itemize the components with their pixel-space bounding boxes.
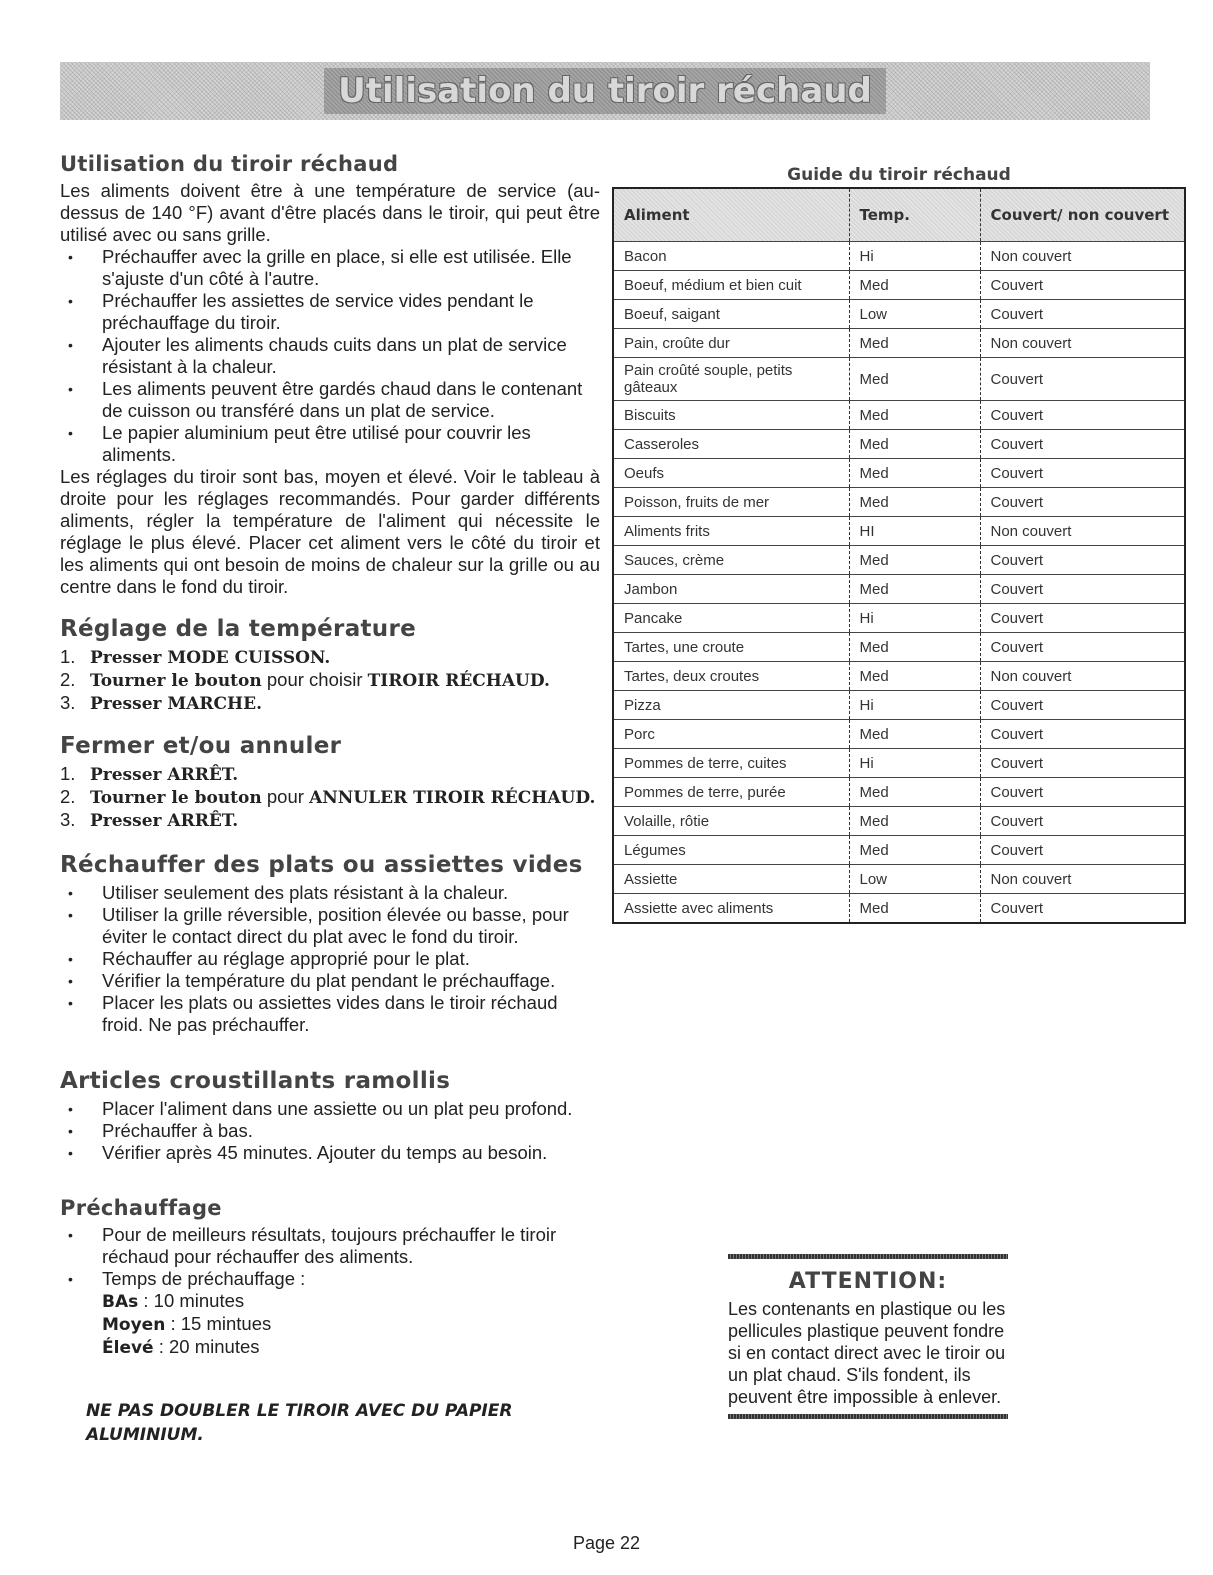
preheat-times (60, 1290, 600, 1359)
temp-cell: Med (849, 575, 980, 604)
food-cell: Bacon (613, 242, 849, 271)
temp-cell: Med (849, 271, 980, 300)
food-cell: Casseroles (613, 430, 849, 459)
list-item: • Pour de meilleurs résultats, toujours préchauffer le tiroir réchaud pour réchauffer des aliments. (60, 1224, 600, 1268)
temperature-heading: Réglage de la température (60, 616, 417, 642)
temp-cell: Hi (849, 749, 980, 778)
temp-cell: Med (849, 836, 980, 865)
food-cell: Jambon (613, 575, 849, 604)
intro-heading: Utilisation du tiroir réchaud (60, 152, 399, 176)
intro-bullets (60, 246, 600, 466)
column-header-temp: Temp. (849, 188, 980, 242)
cover-cell: Couvert (980, 358, 1185, 401)
temp-cell: Med (849, 401, 980, 430)
temp-cell: Med (849, 430, 980, 459)
temp-cell: Hi (849, 691, 980, 720)
divider (728, 1414, 1008, 1419)
table-row (613, 604, 1185, 633)
food-cell: Pizza (613, 691, 849, 720)
list-item: • Vérifier la température du plat pendant le préchauffage. (60, 970, 600, 992)
table-row (613, 836, 1185, 865)
warming-guide-table (612, 187, 1186, 924)
cover-cell: Couvert (980, 778, 1185, 807)
cover-cell: Non couvert (980, 242, 1185, 271)
list-item: • Le papier aluminium peut être utilisé pour couvrir les aliments. (60, 422, 600, 466)
preheat-time-high: Élevé : 20 minutes (102, 1336, 260, 1358)
food-cell: Aliments frits (613, 517, 849, 546)
temp-cell: Med (849, 488, 980, 517)
table-row (613, 329, 1185, 358)
table-row (613, 691, 1185, 720)
food-cell: Tartes, une croute (613, 633, 849, 662)
list-item: • Temps de préchauffage : (60, 1268, 600, 1290)
food-cell: Sauces, crème (613, 546, 849, 575)
list-item: • Placer l'aliment dans une assiette ou un plat peu profond. (60, 1098, 600, 1120)
table-row (613, 517, 1185, 546)
cover-cell: Couvert (980, 488, 1185, 517)
cover-cell: Couvert (980, 836, 1185, 865)
temp-cell: Low (849, 865, 980, 894)
plates-heading: Réchauffer des plats ou assiettes vides (60, 852, 583, 878)
temp-cell: Med (849, 546, 980, 575)
column-header-covered: Couvert/ non couvert (980, 188, 1185, 242)
temp-cell: Med (849, 633, 980, 662)
preheat-bullets (60, 1224, 600, 1290)
temp-cell: HI (849, 517, 980, 546)
food-cell: Boeuf, médium et bien cuit (613, 271, 849, 300)
cover-cell: Non couvert (980, 517, 1185, 546)
list-item: • Utiliser la grille réversible, position élevée ou basse, pour éviter le contact direct du plat avec le fond du tiroir. (60, 904, 600, 948)
table-title: Guide du tiroir réchaud (787, 165, 1011, 185)
preheat-heading: Préchauffage (60, 1196, 222, 1220)
food-cell: Pain, croûte dur (613, 329, 849, 358)
cover-cell: Couvert (980, 691, 1185, 720)
list-item: • Utiliser seulement des plats résistant à la chaleur. (60, 882, 600, 904)
cover-cell: Couvert (980, 807, 1185, 836)
step-item: 3. Presser MARCHE. (60, 692, 262, 714)
temp-cell: Low (849, 300, 980, 329)
food-cell: Oeufs (613, 459, 849, 488)
cancel-heading: Fermer et/ou annuler (60, 733, 342, 759)
banner-title: Utilisation du tiroir réchaud (324, 68, 886, 114)
cover-cell: Couvert (980, 633, 1185, 662)
table-row (613, 358, 1185, 401)
attention-text: Les contenants en plastique ou les pellicules plastique peuvent fondre si en contact direct avec le tiroir ou un plat chaud. S'ils fondent, ils peuvent être impossible à enlever. (728, 1299, 1006, 1407)
cover-cell: Couvert (980, 271, 1185, 300)
table-row (613, 865, 1185, 894)
step-item: 1. Presser ARRÊT. (60, 763, 239, 785)
cover-cell: Couvert (980, 401, 1185, 430)
preheat-time-low: BAs : 10 minutes (102, 1290, 245, 1312)
temp-cell: Med (849, 720, 980, 749)
header-banner (60, 62, 1150, 120)
cover-cell: Couvert (980, 894, 1185, 924)
step-item: 1. Presser MODE CUISSON. (60, 646, 331, 668)
temp-cell: Med (849, 358, 980, 401)
temp-cell: Hi (849, 604, 980, 633)
crisp-bullets (60, 1098, 600, 1164)
cover-cell: Couvert (980, 300, 1185, 329)
list-item: • Préchauffer les assiettes de service vides pendant le préchauffage du tiroir. (60, 290, 600, 334)
preheat-time-medium: Moyen : 15 mintues (102, 1313, 272, 1335)
foil-warning: NE PAS DOUBLER LE TIROIR AVEC DU PAPIER ALUMINIUM. (86, 1401, 513, 1445)
food-cell: Assiette (613, 865, 849, 894)
list-item: • Vérifier après 45 minutes. Ajouter du temps au besoin. (60, 1142, 600, 1164)
table-row (613, 662, 1185, 691)
cover-cell: Non couvert (980, 662, 1185, 691)
table-row (613, 430, 1185, 459)
table-row (613, 271, 1185, 300)
food-cell: Volaille, rôtie (613, 807, 849, 836)
food-cell: Pancake (613, 604, 849, 633)
cover-cell: Couvert (980, 430, 1185, 459)
crisp-heading: Articles croustillants ramollis (60, 1068, 451, 1094)
table-body (613, 242, 1185, 924)
temp-cell: Med (849, 662, 980, 691)
temp-cell: Med (849, 894, 980, 924)
table-row (613, 894, 1185, 924)
list-item: • Les aliments peuvent être gardés chaud dans le contenant de cuisson ou transféré dans un plat de service. (60, 378, 600, 422)
table-row (613, 575, 1185, 604)
intro-paragraph: Les aliments doivent être à une température de service (au-dessus de 140 °F) avant d'être placés dans le tiroir, qui peut être utilisé avec ou sans grille. (60, 180, 600, 245)
table-row (613, 459, 1185, 488)
temperature-steps (60, 646, 600, 715)
food-cell: Assiette avec aliments (613, 894, 849, 924)
table-row (613, 807, 1185, 836)
list-item: • Réchauffer au réglage approprié pour le plat. (60, 948, 600, 970)
table-row (613, 401, 1185, 430)
food-cell: Tartes, deux croutes (613, 662, 849, 691)
food-cell: Poisson, fruits de mer (613, 488, 849, 517)
food-cell: Biscuits (613, 401, 849, 430)
table-row (613, 633, 1185, 662)
temp-cell: Hi (849, 242, 980, 271)
step-item: 2. Tourner le bouton pour choisir TIROIR RÉCHAUD. (60, 669, 550, 691)
temp-cell: Med (849, 807, 980, 836)
attention-title: ATTENTION: (788, 1269, 948, 1294)
cover-cell: Couvert (980, 749, 1185, 778)
cover-cell: Couvert (980, 720, 1185, 749)
table-row (613, 300, 1185, 329)
plates-bullets (60, 882, 600, 1036)
cover-cell: Non couvert (980, 865, 1185, 894)
food-cell: Pommes de terre, purée (613, 778, 849, 807)
cover-cell: Couvert (980, 575, 1185, 604)
page-number: Page 22 (572, 1533, 641, 1553)
cover-cell: Couvert (980, 546, 1185, 575)
divider (728, 1254, 1008, 1259)
temp-cell: Med (849, 778, 980, 807)
food-cell: Pommes de terre, cuites (613, 749, 849, 778)
food-cell: Boeuf, saigant (613, 300, 849, 329)
table-row (613, 749, 1185, 778)
attention-box (728, 1254, 1008, 1419)
list-item: • Placer les plats ou assiettes vides dans le tiroir réchaud froid. Ne pas préchauffer. (60, 992, 600, 1036)
column-header-food: Aliment (613, 188, 849, 242)
list-item: • Préchauffer à bas. (60, 1120, 600, 1142)
table-row (613, 546, 1185, 575)
list-item: • Ajouter les aliments chauds cuits dans un plat de service résistant à la chaleur. (60, 334, 600, 378)
step-item: 2. Tourner le bouton pour ANNULER TIROIR RÉCHAUD. (60, 786, 596, 808)
settings-paragraph: Les réglages du tiroir sont bas, moyen et élevé. Voir le tableau à droite pour les réglages recommandés. Pour garder différents aliments, régler la température de l'aliment qui nécessite le réglage le plus élevé. Placer cet aliment vers le côté du tiroir et les aliments qui ont besoin de moins de chaleur sur la grille ou au centre dans le fond du tiroir. (60, 466, 600, 597)
food-cell: Pain croûté souple, petits gâteaux (613, 358, 849, 401)
cancel-steps (60, 763, 600, 832)
table-row (613, 242, 1185, 271)
table-row (613, 720, 1185, 749)
cover-cell: Couvert (980, 459, 1185, 488)
step-item: 3. Presser ARRÊT. (60, 809, 239, 831)
table-header-row (613, 188, 1185, 242)
cover-cell: Non couvert (980, 329, 1185, 358)
table-row (613, 778, 1185, 807)
cover-cell: Couvert (980, 604, 1185, 633)
temp-cell: Med (849, 329, 980, 358)
food-cell: Légumes (613, 836, 849, 865)
food-cell: Porc (613, 720, 849, 749)
table-row (613, 488, 1185, 517)
temp-cell: Med (849, 459, 980, 488)
instructions-column (60, 150, 600, 1447)
list-item: • Préchauffer avec la grille en place, si elle est utilisée. Elle s'ajuste d'un côté à l'autre. (60, 246, 600, 290)
